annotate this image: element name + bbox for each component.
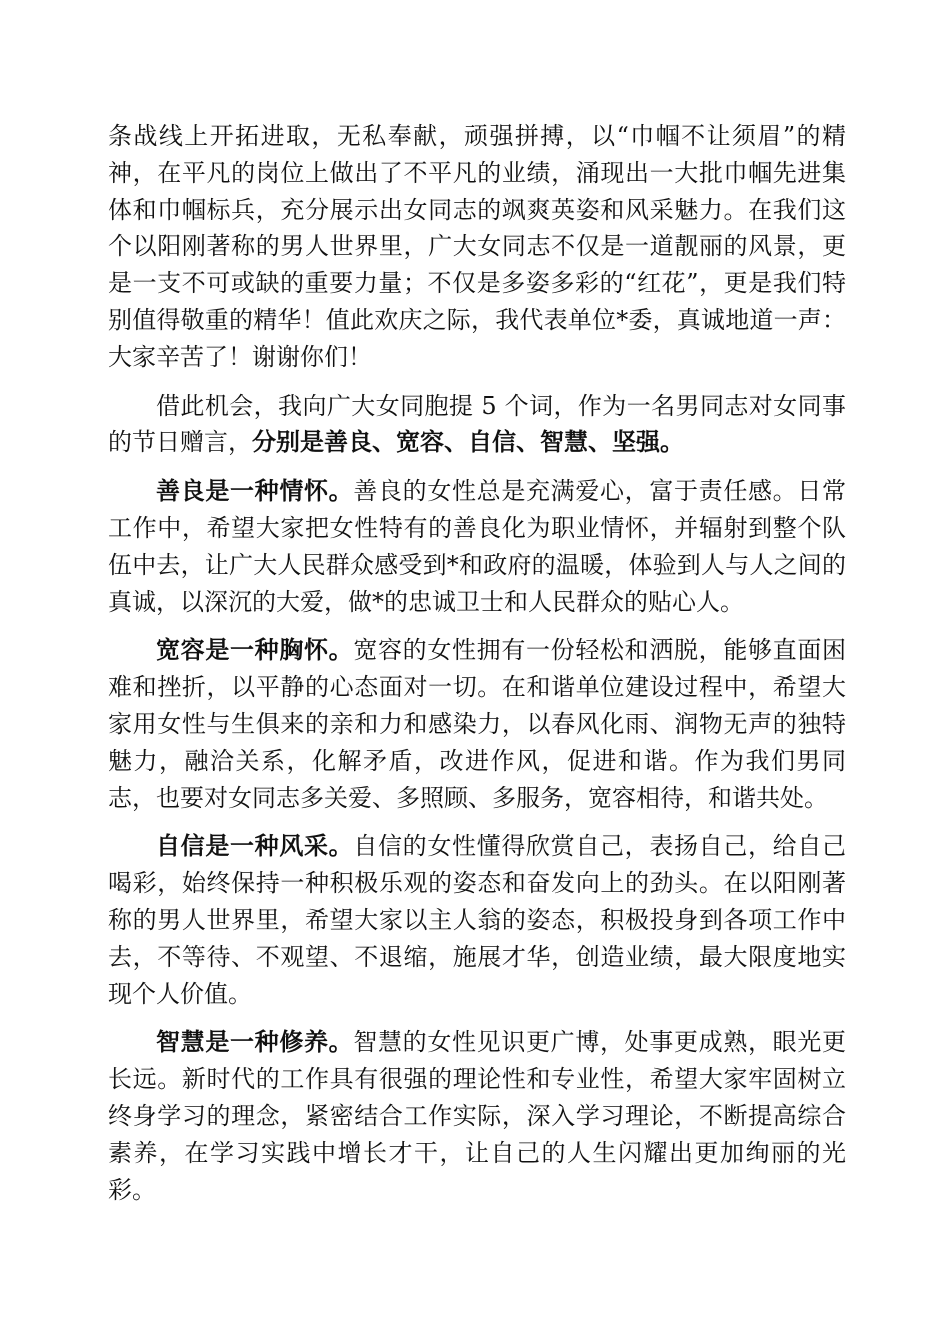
paragraph-1 — [108, 118, 846, 376]
paragraph-4 — [108, 632, 846, 816]
paragraph-lead: 宽容是一种胸怀。 — [156, 636, 354, 665]
paragraph-text: 自信的女性懂得欣赏自己，表扬自己，给自己喝彩，始终保持一种积极乐观的姿态和奋发向上的劲头。在以阳刚著称的男人世界里，希望大家以主人翁的姿态，积极投身到各项工作中去，不等待、不观望、不退缩，施展才华，创造业绩，最大限度地实现个人价值。 — [108, 832, 847, 1008]
paragraph-6 — [108, 1024, 846, 1208]
paragraph-2 — [108, 388, 846, 462]
paragraph-3 — [108, 473, 846, 620]
paragraph-text: 借此机会，我向广大女同胞提 5 个词，作为一名男同志对女同事的节日赠言， — [108, 391, 846, 457]
paragraph-tail: 分别是善良、宽容、自信、智慧、坚强。 — [252, 428, 684, 457]
document-page — [108, 118, 846, 1220]
paragraph-text: 善良的女性总是充满爱心，富于责任感。日常工作中，希望大家把女性特有的善良化为职业情怀，并辐射到整个队伍中去，让广大人民群众感受到*和政府的温暖，体验到人与人之间的真诚，以深沉的大爱，做*的忠诚卫士和人民群众的贴心人。 — [108, 477, 847, 616]
paragraph-5 — [108, 828, 846, 1012]
paragraph-text: 条战线上开拓进取，无私奉献，顽强拼搏，以“巾帼不让须眉”的精神，在平凡的岗位上做出了不平凡的业绩，涌现出一大批巾帼先进集体和巾帼标兵，充分展示出女同志的飒爽英姿和风采魅力。在我们这个以阳刚著称的男人世界里，广大女同志不仅是一道靓丽的风景，更是一支不可或缺的重要力量；不仅是多姿多彩的“红花”，更是我们特别值得敬重的精华！值此欢庆之际，我代表单位*委，真诚地道一声：大家辛苦了！谢谢你们！ — [108, 122, 846, 371]
paragraph-text: 宽容的女性拥有一份轻松和洒脱，能够直面困难和挫折，以平静的心态面对一切。在和谐单位建设过程中，希望大家用女性与生俱来的亲和力和感染力，以春风化雨、润物无声的独特魅力，融洽关系，化解矛盾，改进作风，促进和谐。作为我们男同志，也要对女同志多关爱、多照顾、多服务，宽容相待，和谐共处。 — [108, 636, 847, 812]
paragraph-lead: 自信是一种风采。 — [156, 832, 354, 861]
paragraph-lead: 智慧是一种修养。 — [156, 1028, 354, 1057]
paragraph-lead: 善良是一种情怀。 — [156, 477, 354, 506]
paragraph-text: 智慧的女性见识更广博，处事更成熟，眼光更长远。新时代的工作具有很强的理论性和专业性，希望大家牢固树立终身学习的理念，紧密结合工作实际，深入学习理论，不断提高综合素养，在学习实践中增长才干，让自己的人生闪耀出更加绚丽的光彩。 — [108, 1028, 847, 1204]
